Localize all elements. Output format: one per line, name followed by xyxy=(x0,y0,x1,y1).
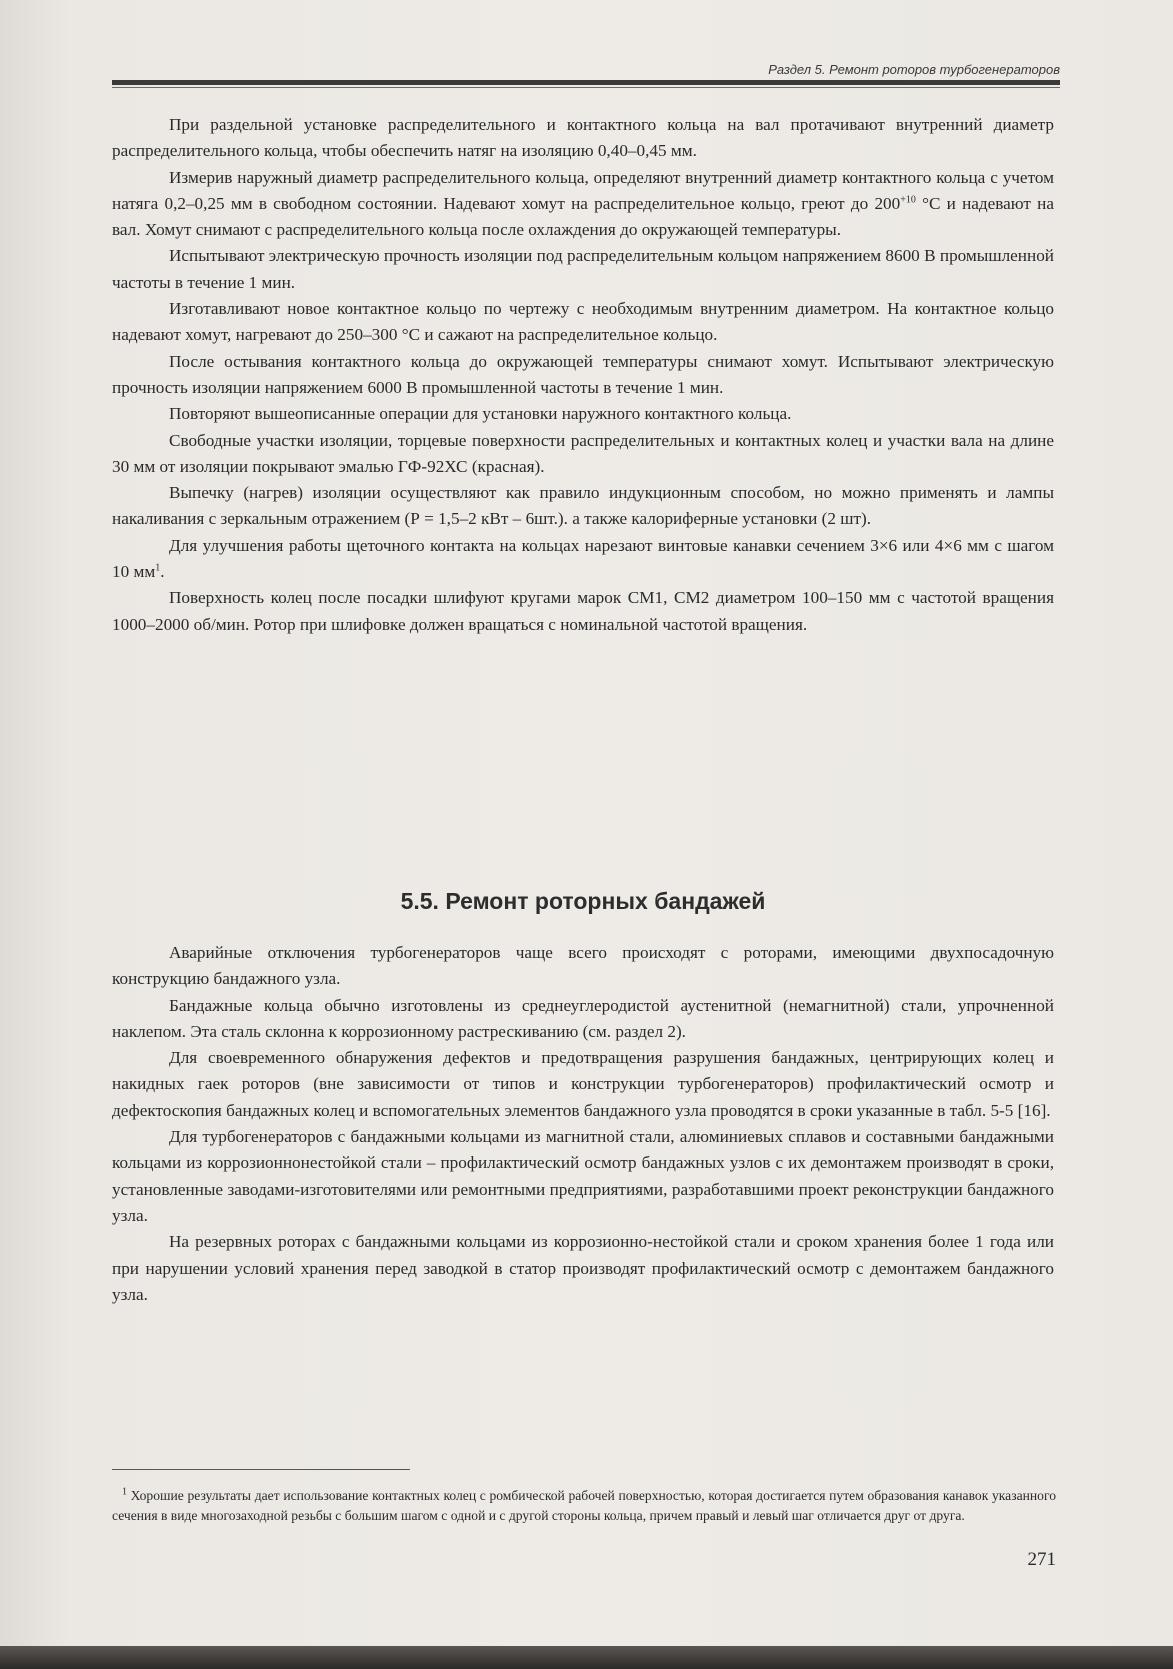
page-number: 271 xyxy=(1027,1549,1056,1570)
paragraph: При раздельной установке распределительного и контактного кольца на вал протачивают внутренний диаметр распределительного кольца, чтобы обеспечить натяг на изоляцию 0,40–0,45 мм. xyxy=(112,115,1054,161)
scan-edge-shadow xyxy=(0,1646,1173,1669)
paragraph: Аварийные отключения турбогенераторов чаще всего происходят с роторами, имеющими двухпосадочную конструкцию бандажного узла. xyxy=(112,943,1054,989)
paragraph: Изготавливают новое контактное кольцо по чертежу с необходимым внутренним диаметром. На контактное кольцо надевают хомут, нагревают до 250–300 °С и сажают на распределительное кольцо. xyxy=(112,299,1054,345)
footnote-reference: 1 xyxy=(155,562,161,574)
paragraph: На резервных роторах с бандажными кольцами из коррозионно-нестойкой стали и сроком хранения более 1 года или при нарушении условий хранения перед заводкой в статор производят профилактический осмотр с демонтажем бандажного узла. xyxy=(112,1232,1054,1304)
superscript: +10 xyxy=(900,194,916,206)
footnote-rule xyxy=(112,1469,410,1470)
paragraph: Повторяют вышеописанные операции для установки наружного контактного кольца. xyxy=(169,404,792,424)
paragraph: Измерив наружный диаметр распределительного кольца, определяют внутренний диаметр контактного кольца с учетом натяга 0,2–0,25 мм в свободном состоянии. Надевают хомут на распределительное кольцо, греют до $200^{+10}$ °С и надевают на вал. Хомут снимают с распределительного кольца после охлаждения до окружающей температуры. xyxy=(112,167,1054,240)
paragraph: Выпечку (нагрев) изоляции осуществляют как правило индукционным способом, но можно применять и лампы накаливания с зеркальным отражением (Р = 1,5–2 кВт – 6шт.). а также калориферные установки (2 шт). xyxy=(112,483,1054,529)
paragraph: Поверхность колец после посадки шлифуют кругами марок СМ1, СМ2 диаметром 100–150 мм с частотой вращения 1000–2000 об/мин. Ротор при шлифовке должен вращаться с номинальной частотой вращения. xyxy=(112,588,1054,634)
footnote-mark: 1 xyxy=(122,1486,127,1498)
running-header: Раздел 5. Ремонт роторов турбогенераторов xyxy=(768,62,1060,77)
paragraph: Испытывают электрическую прочность изоляции под распределительным кольцом напряжением 8600 В промышленной частоты в течение 1 мин. xyxy=(112,246,1054,292)
header-rule-thin xyxy=(112,87,1060,88)
section-heading: 5.5. Ремонт роторных бандажей xyxy=(400,888,766,914)
paragraph: Свободные участки изоляции, торцевые поверхности распределительных и контактных колец и участки вала на длине 30 мм от изоляции покрывают эмалью ГФ-92ХС (красная). xyxy=(112,430,1054,476)
header-rule xyxy=(112,80,1060,85)
paragraph: Для улучшения работы щеточного контакта на кольцах нарезают винтовые канавки сечением 3×6 или 4×6 мм с шагом 10 $мм^1$. xyxy=(112,535,1054,582)
section-text-rotor-bandages xyxy=(112,940,1054,1308)
paragraph: Для турбогенераторов с бандажными кольцами из магнитной стали, алюминиевых сплавов и составными бандажными кольцами из коррозионнонестойкой стали – профилактический осмотр бандажных узлов с их демонтажем производят в сроки, установленные заводами-изготовителями или ремонтными предприятиями, разработавшими проект реконструкции бандажного узла. xyxy=(112,1127,1054,1225)
footnote xyxy=(112,1486,1056,1526)
section-text-contact-rings xyxy=(112,112,1054,638)
paragraph: После остывания контактного кольца до окружающей температуры снимают хомут. Испытывают электрическую прочность изоляции напряжением 6000 В промышленной частоты в течение 1 мин. xyxy=(112,351,1054,397)
footnote-text: Хорошие результаты дает использование контактных колец с ромбической рабочей поверхностью, которая достигается путем образования канавок указанного сечения в виде многозаходной резьбы с большим шагом с одной и с другой стороны кольца, причем правый и левый шаг отличается друг от друга. xyxy=(112,1488,1056,1523)
paragraph: Для своевременного обнаружения дефектов и предотвращения разрушения бандажных, центрирующих колец и накидных гаек роторов (вне зависимости от типов и конструкции турбогенераторов) профилактический осмотр и дефектоскопия бандажных колец и вспомогательных элементов бандажного узла проводятся в сроки указанные в табл. 5-5 [16]. xyxy=(112,1048,1054,1120)
paragraph: Бандажные кольца обычно изготовлены из среднеуглеродистой аустенитной (немагнитной) стали, упрочненной наклепом. Эта сталь склонна к коррозионному растрескиванию (см. раздел 2). xyxy=(112,995,1054,1041)
